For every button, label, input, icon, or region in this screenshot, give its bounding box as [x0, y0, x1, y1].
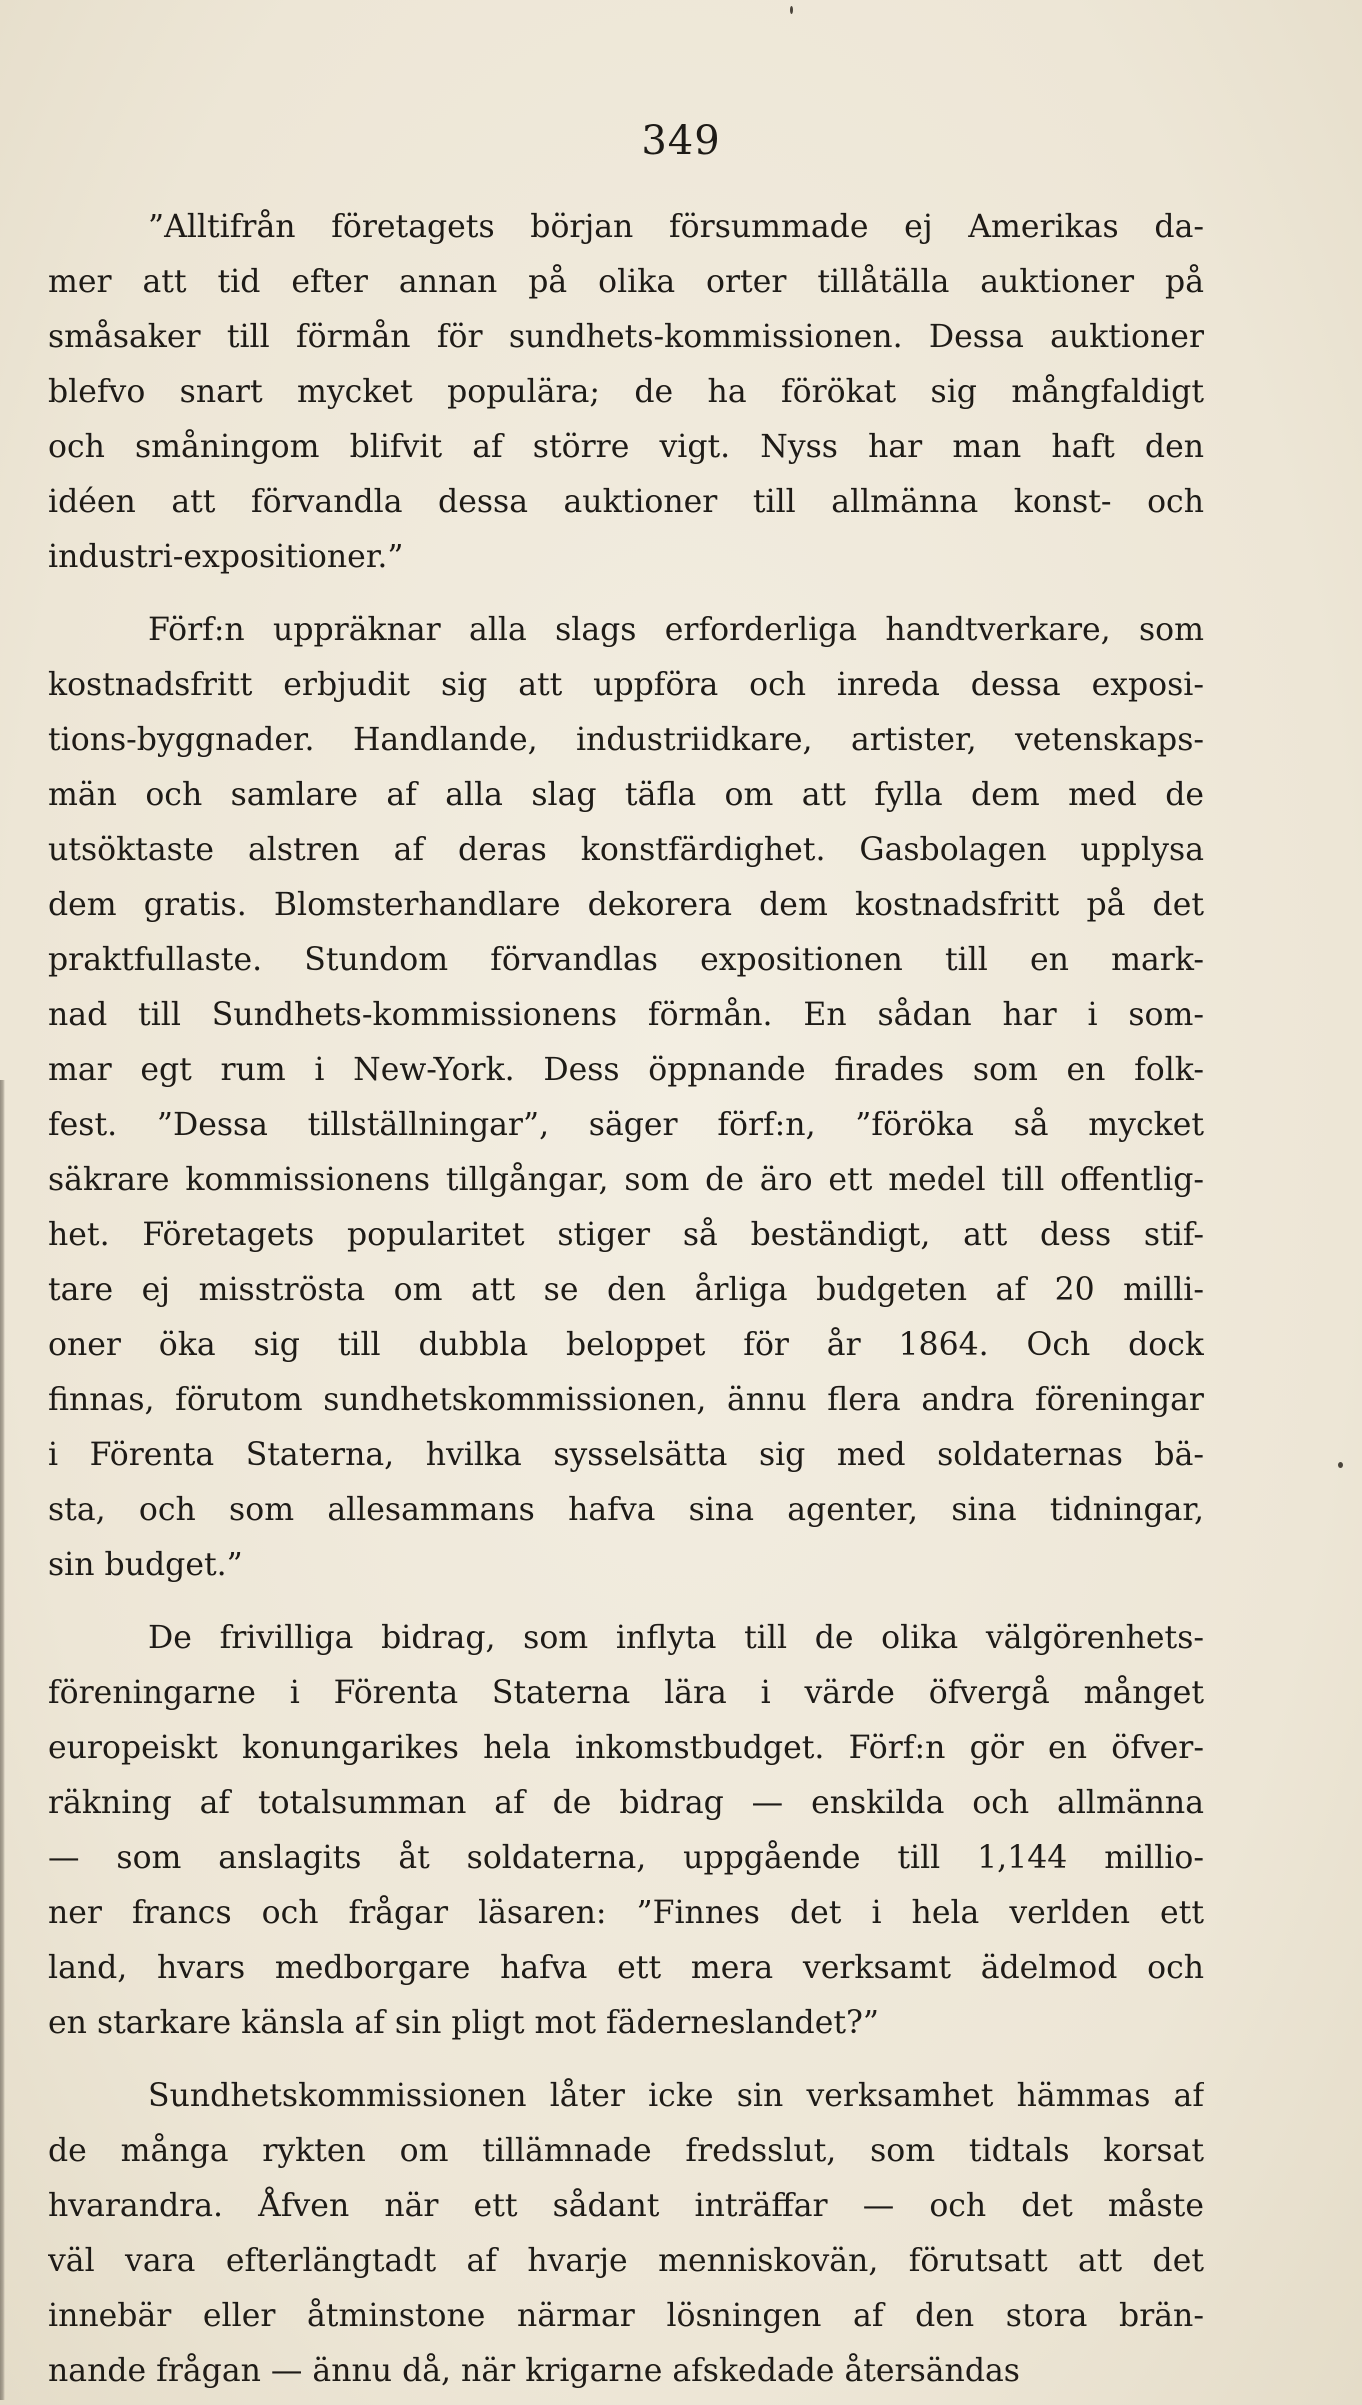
text-line: tare ej misströsta om att se den årliga budgeten af 20 milli-: [48, 1272, 1204, 1308]
text-line: nande frågan — ännu då, när krigarne afskedade återsändas: [48, 2353, 1020, 2389]
text-line: mer att tid efter annan på olika orter tillåtälla auktioner på: [48, 264, 1204, 300]
text-line: och småningom blifvit af större vigt. Nyss har man haft den: [48, 429, 1204, 465]
text-line: tions-byggnader. Handlande, industriidkare, artister, vetenskaps-: [48, 722, 1204, 758]
ink-speck: [790, 6, 793, 14]
text-line: praktfullaste. Stundom förvandlas expositionen till en mark-: [48, 942, 1204, 978]
text-line: industri-expositioner.”: [48, 539, 404, 575]
text-line: sta, och som allesammans hafva sina agenter, sina tidningar,: [48, 1492, 1204, 1528]
text-line: Sundhetskommissionen låter icke sin verksamhet hämmas af: [148, 2078, 1204, 2114]
text-line: räkning af totalsumman af de bidrag — enskilda och allmänna: [48, 1785, 1204, 1821]
paragraph: [48, 200, 1204, 585]
text-line: het. Företagets popularitet stiger så beständigt, att dess stif-: [48, 1217, 1204, 1253]
paragraph-gap: [48, 585, 1204, 603]
page-binding-edge: [0, 1080, 5, 2400]
text-line: kostnadsfritt erbjudit sig att uppföra och inreda dessa exposi-: [48, 667, 1204, 703]
page-number: 349: [641, 118, 721, 164]
body-text: [48, 200, 1204, 2399]
paragraph: [48, 603, 1204, 1593]
text-line: idéen att förvandla dessa auktioner till allmänna konst- och: [48, 484, 1204, 520]
text-line: De frivilliga bidrag, som inflyta till de olika välgörenhets-: [148, 1620, 1204, 1656]
text-line: väl vara efterlängtadt af hvarje menniskovän, förutsatt att det: [48, 2243, 1204, 2279]
text-line: en starkare känsla af sin pligt mot fäderneslandet?”: [48, 2005, 880, 2041]
text-line: utsöktaste alstren af deras konstfärdighet. Gasbolagen upplysa: [48, 832, 1204, 868]
text-line: blefvo snart mycket populära; de ha förökat sig mångfaldigt: [48, 374, 1204, 410]
text-line: dem gratis. Blomsterhandlare dekorera dem kostnadsfritt på det: [48, 887, 1204, 923]
text-line: sin budget.”: [48, 1547, 243, 1583]
text-line: män och samlare af alla slag täfla om att fylla dem med de: [48, 777, 1204, 813]
text-line: land, hvars medborgare hafva ett mera verksamt ädelmod och: [48, 1950, 1204, 1986]
text-line: — som anslagits åt soldaterna, uppgående till 1,144 millio-: [48, 1840, 1204, 1876]
text-line: hvarandra. Åfven när ett sådant inträffar — och det måste: [48, 2188, 1204, 2224]
text-line: i Förenta Staterna, hvilka sysselsätta sig med soldaternas bä-: [48, 1437, 1204, 1473]
ink-speck: [1338, 1462, 1343, 1468]
text-line: föreningarne i Förenta Staterna lära i värde öfvergå månget: [48, 1675, 1204, 1711]
text-line: europeiskt konungarikes hela inkomstbudget. Förf:n gör en öfver-: [48, 1730, 1204, 1766]
text-line: nad till Sundhets-kommissionens förmån. En sådan har i som-: [48, 997, 1204, 1033]
text-line: ”Alltifrån företagets början försummade ej Amerikas da-: [148, 209, 1204, 245]
text-line: småsaker till förmån för sundhets-kommissionen. Dessa auktioner: [48, 319, 1204, 355]
text-line: finnas, förutom sundhetskommissionen, ännu flera andra föreningar: [48, 1382, 1204, 1418]
paragraph-gap: [48, 1593, 1204, 1611]
paragraph: [48, 2069, 1204, 2399]
text-line: Förf:n uppräknar alla slags erforderliga handtverkare, som: [148, 612, 1204, 648]
text-line: oner öka sig till dubbla beloppet för år 1864. Och dock: [48, 1327, 1204, 1363]
paragraph-gap: [48, 2051, 1204, 2069]
text-line: innebär eller åtminstone närmar lösningen af den stora brän-: [48, 2298, 1204, 2334]
text-line: mar egt rum i New-York. Dess öppnande firades som en folk-: [48, 1052, 1204, 1088]
text-line: säkrare kommissionens tillgångar, som de äro ett medel till offentlig-: [48, 1162, 1204, 1198]
text-line: de många rykten om tillämnade fredsslut, som tidtals korsat: [48, 2133, 1204, 2169]
paragraph: [48, 1611, 1204, 2051]
text-line: fest. ”Dessa tillställningar”, säger förf:n, ”föröka så mycket: [48, 1107, 1204, 1143]
text-line: ner francs och frågar läsaren: ”Finnes det i hela verlden ett: [48, 1895, 1204, 1931]
